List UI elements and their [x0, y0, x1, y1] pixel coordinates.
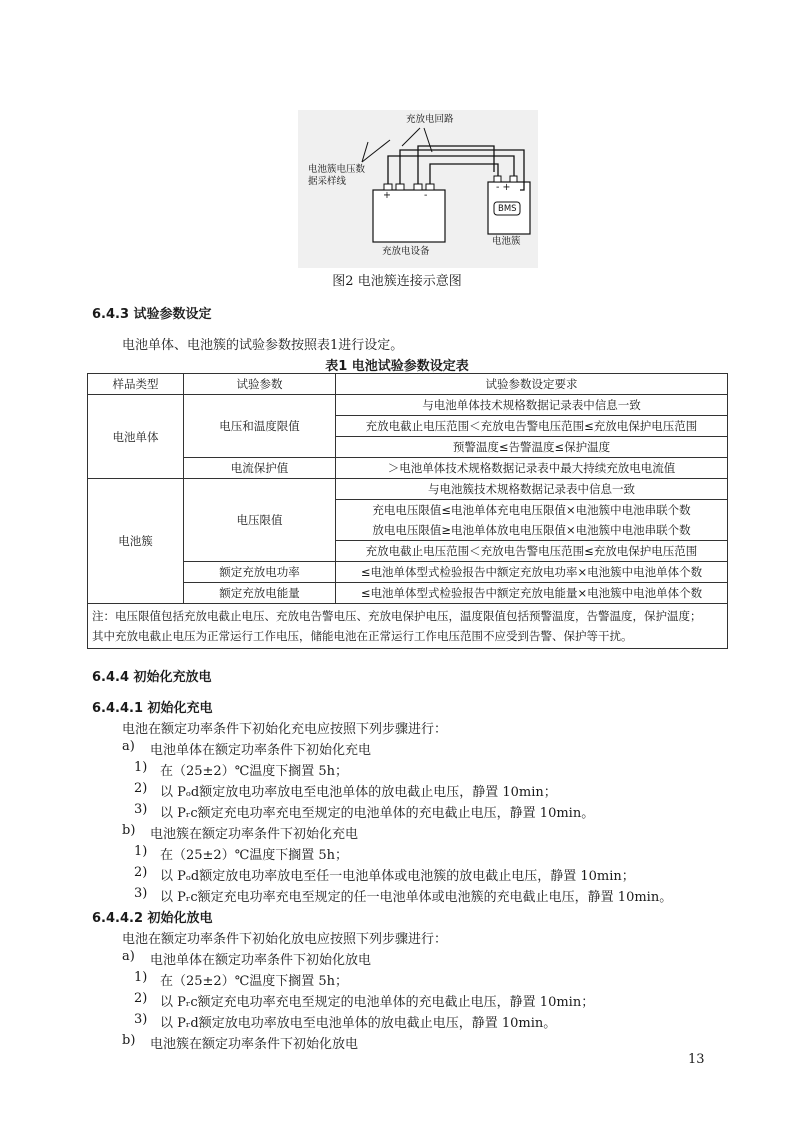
header-requirement: 试验参数设定要求: [336, 374, 728, 395]
figure-caption: 图2 电池簇连接示意图: [332, 274, 462, 289]
sub2-a-label: a): [122, 949, 135, 964]
sub2-b-label: b): [122, 1033, 136, 1048]
sub2-a-step-2-num: 2): [134, 991, 148, 1006]
equip-terminal-2: [396, 184, 404, 190]
sub1-b-step-3-text: 以 Pᵣc额定充电功率充电至规定的任一电池单体或电池簇的充电截止电压，静置 10min。: [160, 890, 673, 905]
heading-6-4-4-2: 6.4.4.2 初始化放电: [92, 911, 213, 926]
cell-current-label: 电流保护值: [184, 458, 336, 479]
sampling-label-line1: 电池簇电压数: [308, 164, 366, 175]
table-row: [88, 562, 728, 583]
loop-label: 充放电回路: [406, 114, 454, 125]
equip-minus-sign: -: [424, 190, 428, 201]
equip-plus-sign: +: [383, 190, 391, 201]
sub1-b-step-2-text: 以 Pₒd额定放电功率放电至任一电池单体或电池簇的放电截止电压，静置 10min；: [160, 869, 635, 884]
cluster-group-label: 电池簇: [88, 479, 184, 604]
header-sample-type: 样品类型: [88, 374, 184, 395]
heading-6-4-4: 6.4.4 初始化充放电: [92, 670, 212, 685]
parameter-table: [87, 373, 728, 649]
sub1-b-step-2-num: 2): [134, 865, 148, 880]
sampling-label-line2: 据采样线: [308, 176, 347, 187]
cluster-terminal-2: [510, 176, 517, 182]
table-note-row: [88, 604, 728, 649]
sub1-a-step-1-num: 1): [134, 760, 148, 775]
cluster-requirement-1: 与电池簇技术规格数据记录表中信息一致: [336, 479, 728, 500]
equipment-label: 充放电设备: [382, 246, 430, 257]
sub1-a-step-3-text: 以 Pᵣc额定充电功率充电至规定的电池单体的充电截止电压，静置 10min。: [160, 806, 595, 821]
sub1-b-text: 电池簇在额定功率条件下初始化充电: [150, 827, 359, 842]
connection-diagram: [298, 110, 538, 268]
heading-6-4-4-1: 6.4.4.1 初始化充电: [92, 701, 213, 716]
sub1-a-step-3-num: 3): [134, 802, 148, 817]
cell-current-requirement: ＞电池单体技术规格数据记录表中最大持续充放电电流值: [336, 458, 728, 479]
section-643-intro: 电池单体、电池簇的试验参数按照表1进行设定。: [122, 338, 404, 353]
cluster-energy-requirement: ≤电池单体型式检验报告中额定充放电能量×电池簇中电池单体个数: [336, 583, 728, 604]
cluster-requirement-2b: 放电电压限值≥电池单体放电电压限值×电池簇中电池串联个数: [372, 523, 691, 537]
sub2-a-text: 电池单体在额定功率条件下初始化放电: [150, 953, 372, 968]
sub1-b-step-1-num: 1): [134, 844, 148, 859]
cluster-requirement-3: 充放电截止电压范围＜充放电告警电压范围≤充放电保护电压范围: [336, 541, 728, 562]
cell-requirement-3: 预警温度≤告警温度≤保护温度: [336, 437, 728, 458]
sub2-a-step-3-text: 以 Pᵣd额定放电功率放电至电池单体的放电截止电压，静置 10min。: [160, 1016, 557, 1031]
heading-6-4-3: 6.4.3 试验参数设定: [92, 307, 212, 322]
sub1-a-step-1-text: 在（25±2）℃温度下搁置 5h；: [160, 764, 349, 779]
table-header-row: [88, 374, 728, 395]
table-row: [88, 479, 728, 500]
equip-terminal-3: [414, 184, 422, 190]
cluster-label: 电池簇: [492, 236, 521, 247]
sub1-a-step-2-text: 以 Pₒd额定放电功率放电至电池单体的放电截止电压，静置 10min；: [160, 785, 557, 800]
sub2-a-step-3-num: 3): [134, 1012, 148, 1027]
cluster-requirement-2a: 充电电压限值≤电池单体充电电压限值×电池簇中电池串联个数: [372, 503, 691, 517]
sub1-b-step-3-num: 3): [134, 886, 148, 901]
cluster-energy-label: 额定充放电能量: [184, 583, 336, 604]
bms-label: BMS: [498, 204, 517, 214]
header-test-param: 试验参数: [184, 374, 336, 395]
sub2-b-text: 电池簇在额定功率条件下初始化放电: [150, 1037, 359, 1052]
cluster-power-label: 额定充放电功率: [184, 562, 336, 583]
sub2-a-step-1-text: 在（25±2）℃温度下搁置 5h；: [160, 974, 349, 989]
sub1-a-step-2-num: 2): [134, 781, 148, 796]
table-note-line-1: 注：电压限值包括充放电截止电压、充放电告警电压、充放电保护电压，温度限值包括预警温度，告警温度，保护温度；: [92, 609, 702, 623]
cell-group-label: 电池单体: [88, 395, 184, 479]
sub1-intro: 电池在额定功率条件下初始化充电应按照下列步骤进行：: [122, 722, 448, 737]
table-row: [88, 583, 728, 604]
cell-requirement-2: 充放电截止电压范围＜充放电告警电压范围≤充放电保护电压范围: [336, 416, 728, 437]
table-note: [88, 604, 728, 649]
sub1-b-label: b): [122, 823, 136, 838]
sub2-intro: 电池在额定功率条件下初始化放电应按照下列步骤进行：: [122, 932, 448, 947]
page-number: 13: [688, 1052, 705, 1067]
table-row: [88, 458, 728, 479]
cluster-requirement-2: [336, 500, 728, 541]
cell-requirement-1: 与电池单体技术规格数据记录表中信息一致: [336, 395, 728, 416]
cluster-terminal-signs: - +: [496, 182, 511, 193]
cluster-power-requirement: ≤电池单体型式检验报告中额定充放电功率×电池簇中电池单体个数: [336, 562, 728, 583]
table-note-line-2: 其中充放电截止电压为正常运行工作电压，储能电池在正常运行工作电压范围不应受到告警、保护等干扰。: [92, 629, 633, 643]
sub1-a-label: a): [122, 739, 135, 754]
sub1-b-step-1-text: 在（25±2）℃温度下搁置 5h；: [160, 848, 349, 863]
table-title: 表1 电池试验参数设定表: [325, 359, 469, 374]
table-row: [88, 395, 728, 416]
sub2-a-step-2-text: 以 Pᵣc额定充电功率充电至规定的电池单体的充电截止电压，静置 10min；: [160, 995, 595, 1010]
cluster-voltage-label: 电压限值: [184, 479, 336, 562]
cell-voltage-temp-label: 电压和温度限值: [184, 395, 336, 458]
sub2-a-step-1-num: 1): [134, 970, 148, 985]
sub1-a-text: 电池单体在额定功率条件下初始化充电: [150, 743, 372, 758]
